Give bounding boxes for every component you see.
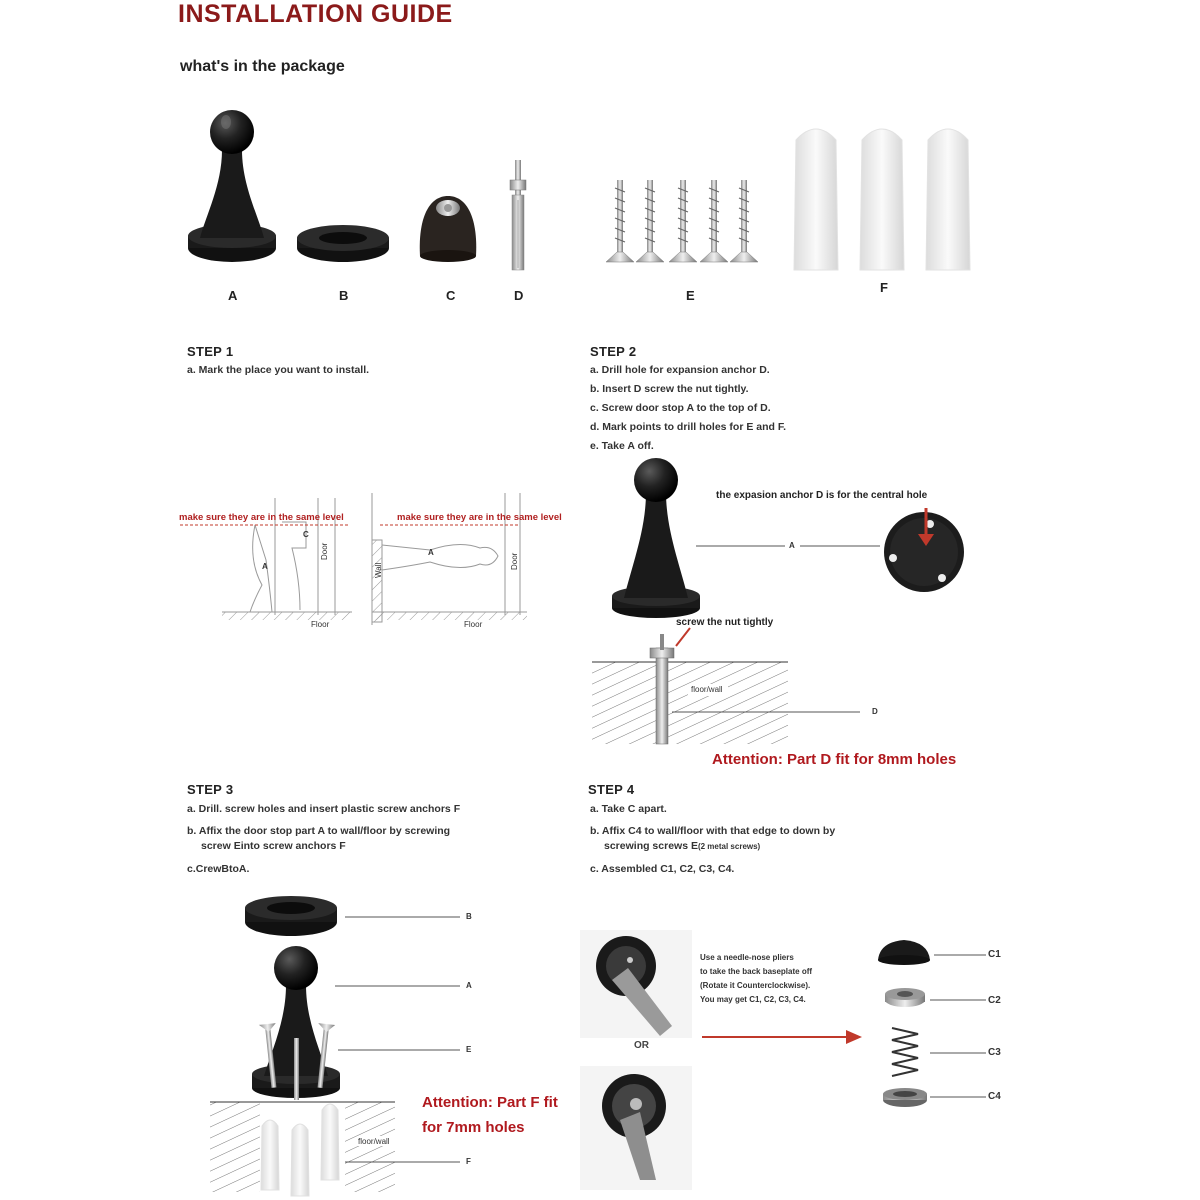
step2-line-b: b. Insert D screw the nut tightly.	[590, 383, 749, 395]
part-a-doorstop	[188, 110, 276, 262]
step1-wall: Wall	[374, 562, 383, 578]
step1-level-note-right: make sure they are in the same level	[397, 512, 562, 523]
step3-attention-2: for 7mm holes	[422, 1119, 525, 1136]
step2-line-e: e. Take A off.	[590, 440, 654, 452]
step1-door-right: Door	[510, 552, 519, 570]
step2-attention: Attention: Part D fit for 8mm holes	[712, 751, 957, 768]
step4-line-b2-text: screwing screws E	[604, 840, 698, 852]
step3-line-b1: b. Affix the door stop part A to wall/floor by screwing	[187, 825, 451, 837]
part-label-d: D	[514, 288, 524, 303]
step3-line-c: c.CrewBtoA.	[187, 863, 250, 875]
step4-line-c: c. Assembled C1, C2, C3, C4.	[590, 863, 735, 875]
part-b-ring	[297, 225, 389, 262]
step3-ring-b	[245, 896, 337, 936]
step4-photo-top	[580, 930, 692, 1038]
step3-label-b: B	[466, 912, 472, 921]
pliers-note-line-4: You may get C1, C2, C3, C4.	[700, 995, 806, 1004]
part-d-anchor	[510, 160, 526, 270]
step4-pliers-note	[700, 951, 812, 1007]
step3-floorwall: floor/wall	[358, 1137, 390, 1146]
step1-line-a: a. Mark the place you want to install.	[187, 364, 370, 376]
step1-floor-left: Floor	[311, 620, 330, 629]
part-c-catch	[420, 196, 477, 262]
step3-label-e: E	[466, 1045, 472, 1054]
part-label-b: B	[339, 288, 349, 303]
step4-label-c4: C4	[988, 1091, 1001, 1102]
step3-label-a: A	[466, 981, 472, 990]
step3-wall-section	[210, 1102, 460, 1196]
step3-label-f: F	[466, 1157, 471, 1166]
step3-line-a: a. Drill. screw holes and insert plastic screw anchors F	[187, 803, 461, 815]
part-label-a: A	[228, 288, 238, 303]
step4-heading: STEP 4	[588, 782, 635, 797]
part-label-f: F	[880, 280, 888, 295]
step4-line-b1: b. Affix C4 to wall/floor with that edge to down by	[590, 825, 836, 837]
step3-line-b2: screw Einto screw anchors F	[201, 840, 346, 852]
step2-anchor-section	[592, 628, 860, 744]
step2-heading: STEP 2	[590, 344, 637, 359]
page-title: INSTALLATION GUIDE	[178, 0, 453, 28]
step2-line-c: c. Screw door stop A to the top of D.	[590, 402, 771, 414]
step1-door-left: Door	[320, 542, 329, 560]
step4-label-c2: C2	[988, 995, 1001, 1006]
step1-label-a: A	[262, 562, 268, 571]
step2-floorwall: floor/wall	[691, 685, 723, 694]
step3-heading: STEP 3	[187, 782, 234, 797]
step4-arrow	[702, 1030, 862, 1044]
step2-doorstop-a	[612, 458, 700, 618]
part-e-screws	[606, 180, 758, 262]
part-label-c: C	[446, 288, 456, 303]
step1-label-c: C	[303, 530, 309, 539]
step1-level-note-left: make sure they are in the same level	[179, 512, 344, 523]
step4-label-c3: C3	[988, 1047, 1001, 1058]
step2-label-d: D	[872, 707, 878, 716]
step2-label-a: A	[789, 541, 795, 550]
step4-photo-bottom	[580, 1066, 692, 1190]
step4-line-b2-note: (2 metal screws)	[697, 842, 761, 851]
step4-label-c1: C1	[988, 949, 1001, 960]
pliers-note-line-1: Use a needle-nose pliers	[700, 953, 794, 962]
pliers-note-line-2: to take the back baseplate off	[700, 967, 813, 976]
package-heading: what's in the package	[180, 58, 345, 75]
step2-line-d: d. Mark points to drill holes for E and F.	[590, 421, 787, 433]
step4-or: OR	[634, 1040, 649, 1051]
step4-line-b2	[604, 837, 760, 856]
step4-line-a: a. Take C apart.	[590, 803, 667, 815]
step1-floor-right: Floor	[464, 620, 483, 629]
step4-parts	[878, 940, 986, 1107]
step2-base-plate	[884, 508, 964, 592]
part-label-e: E	[686, 288, 695, 303]
step1-heading: STEP 1	[187, 344, 234, 359]
step2-screw-note: screw the nut tightly	[676, 617, 774, 628]
part-f-anchors	[794, 129, 970, 270]
step1-label-a2: A	[428, 548, 434, 557]
pliers-note-line-3: (Rotate it Counterclockwise).	[700, 981, 811, 990]
step2-anchor-note: the expasion anchor D is for the central hole	[716, 490, 928, 501]
step2-line-a: a. Drill hole for expansion anchor D.	[590, 364, 770, 376]
step3-attention-1: Attention: Part F fit	[422, 1094, 558, 1111]
